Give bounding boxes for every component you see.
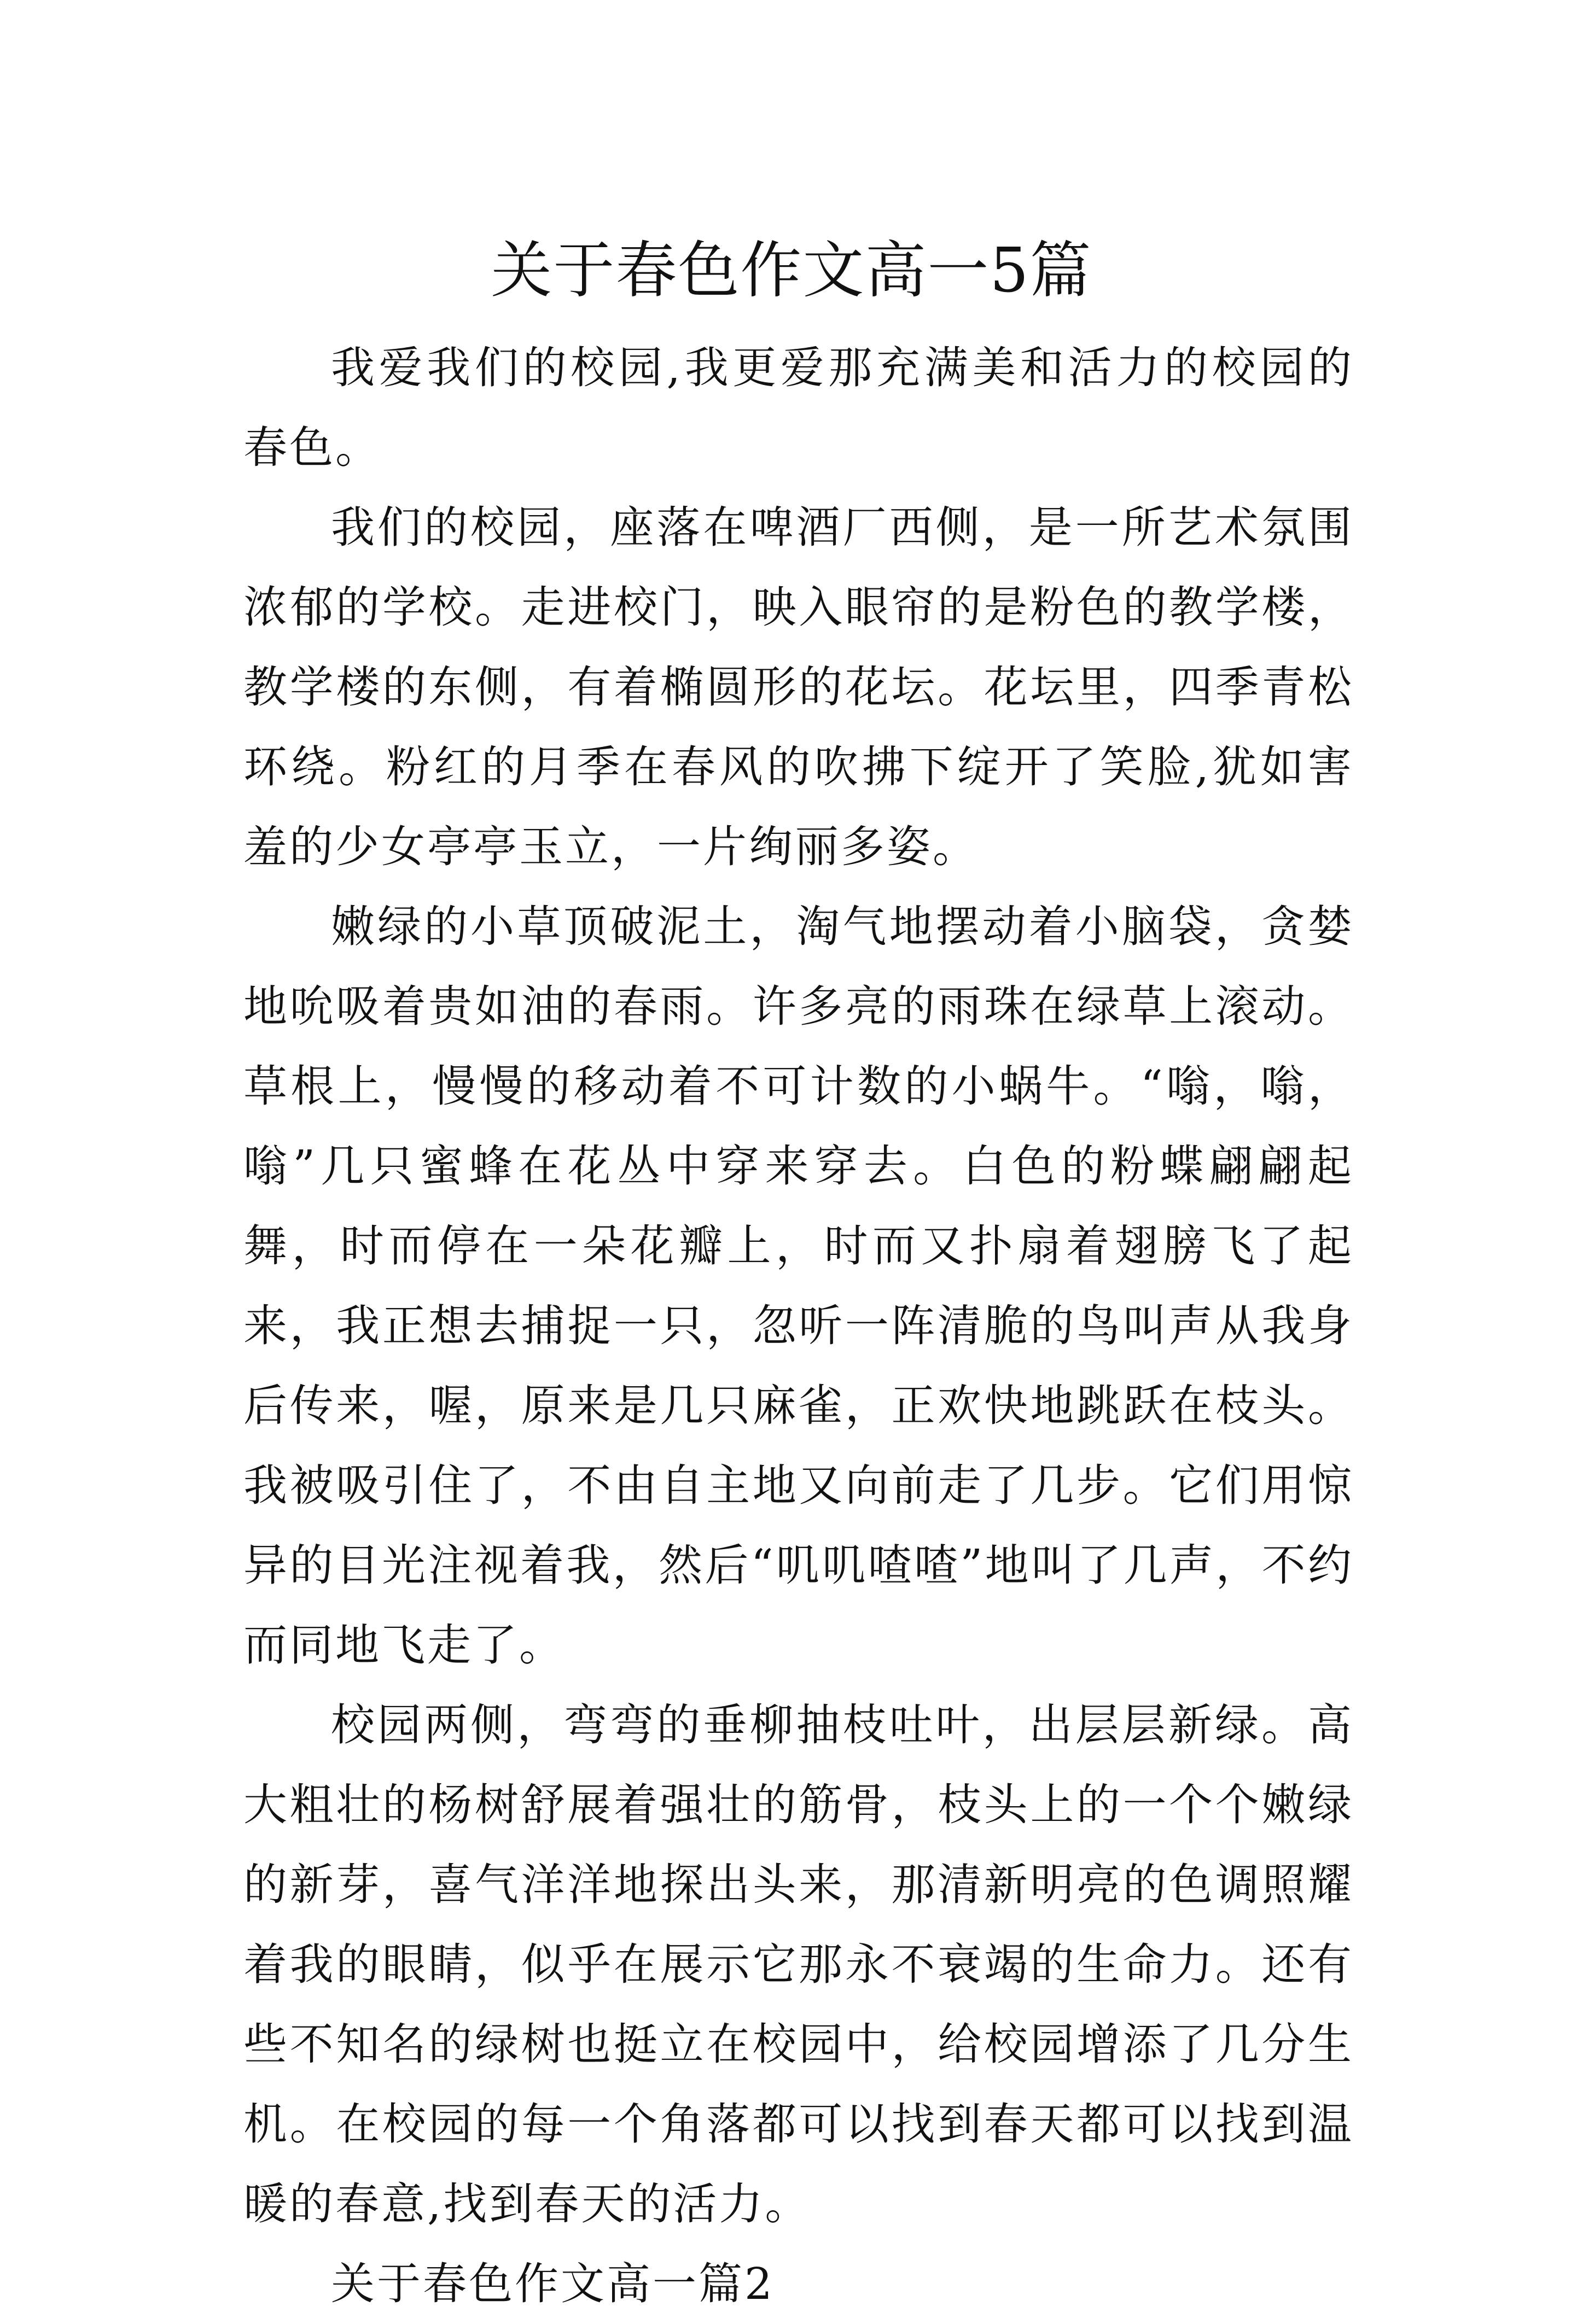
paragraph-2: 我们的校园，座落在啤酒厂西侧，是一所艺术氛围浓郁的学校。走进校门，映入眼帘的是粉色的教学楼，教学楼的东侧，有着椭圆形的花坛。花坛里，四季青松环绕。粉红的月季在春风的吹拂下绽开了笑脸,犹如害羞的少女亭亭玉立，一片绚丽多姿。: [243, 502, 1354, 872]
paragraph-3: 嫩绿的小草顶破泥土，淘气地摆动着小脑袋，贪婪地吮吸着贵如油的春雨。许多亮的雨珠在绿草上滚动。草根上，慢慢的移动着不可计数的小蜗牛。“嗡，嗡，嗡”几只蜜蜂在花丛中穿来穿去。白色的粉蝶翩翩起舞，时而停在一朵花瓣上，时而又扑扇着翅膀飞了起来，我正想去捕捉一只，忽听一阵清脆的鸟叫声从我身后传来，喔，原来是几只麻雀，正欢快地跳跃在枝头。我被吸引住了，不由自主地又向前走了几步。它们用惊异的目光注视着我，然后“叽叽喳喳”地叫了几声，不约而同地飞走了。: [243, 901, 1354, 1671]
document-title: 关于春色作文高一5篇: [491, 235, 1092, 307]
document-body: [243, 328, 1354, 2324]
paragraph-1: 我爱我们的校园,我更爱那充满美和活力的校园的春色。: [243, 342, 1354, 473]
next-essay-heading: 关于春色作文高一篇2: [331, 2258, 775, 2309]
paragraph-4: 校园两侧，弯弯的垂柳抽枝吐叶，出层层新绿。高大粗壮的杨树舒展着强壮的筋骨，枝头上的一个个嫩绿的新芽，喜气洋洋地探出头来，那清新明亮的色调照耀着我的眼睛，似乎在展示它那永不衰竭的生命力。还有些不知名的绿树也挺立在校园中，给校园增添了几分生机。在校园的每一个角落都可以找到春天都可以找到温暖的春意,找到春天的活力。: [243, 1700, 1354, 2229]
